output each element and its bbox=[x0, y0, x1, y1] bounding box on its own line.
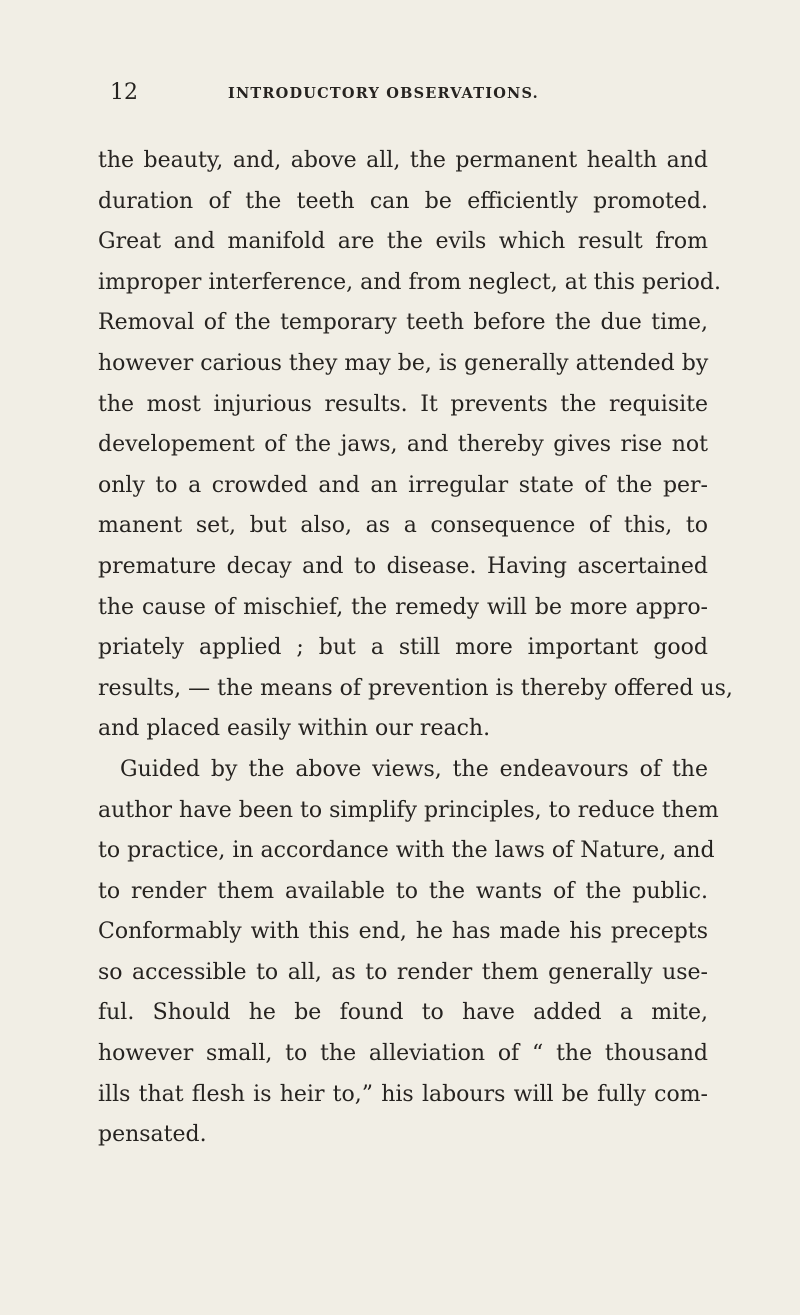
text-line: Removal of the temporary teeth before the due time, bbox=[98, 310, 708, 336]
text-line: author have been to simplify principles, to reduce them bbox=[98, 797, 719, 823]
running-head bbox=[110, 80, 670, 106]
text-line: priately applied ; but a still more important good bbox=[98, 635, 708, 661]
paragraph bbox=[98, 750, 719, 1156]
text-line: Guided by the above views, the endeavours of the bbox=[120, 756, 708, 782]
text-line: manent set, but also, as a consequence of this, to bbox=[98, 513, 708, 539]
text-line: improper interference, and from neglect, at this period. bbox=[98, 269, 721, 295]
text-line: the beauty, and, above all, the permanent health and bbox=[98, 148, 708, 173]
text-line: to render them available to the wants of the public. bbox=[98, 878, 708, 904]
page-number: 12 bbox=[110, 80, 138, 105]
text-line: to practice, in accordance with the laws of Nature, and bbox=[98, 838, 715, 864]
text-line: however carious they may be, is generally attended by bbox=[98, 350, 709, 376]
text-line: developement of the jaws, and thereby gives rise not bbox=[98, 432, 708, 458]
text-line: only to a crowded and an irregular state of the per- bbox=[98, 472, 708, 498]
body-text bbox=[98, 141, 733, 1156]
text-line: the cause of mischief, the remedy will be more appro- bbox=[98, 594, 708, 620]
text-line: and placed easily within our reach. bbox=[98, 716, 491, 742]
text-line: premature decay and to disease. Having ascertained bbox=[98, 553, 708, 579]
running-title: INTRODUCTORY OBSERVATIONS. bbox=[228, 85, 539, 102]
text-line: so accessible to all, as to render them generally use- bbox=[98, 959, 708, 985]
paragraph bbox=[98, 141, 733, 750]
text-line: duration of the teeth can be efficiently promoted. bbox=[98, 188, 708, 214]
text-line: Conformably with this end, he has made his precepts bbox=[98, 919, 708, 945]
text-line: however small, to the alleviation of “ the thousand bbox=[98, 1041, 708, 1067]
text-line: the most injurious results. It prevents the requisite bbox=[98, 391, 708, 417]
text-line: pensated. bbox=[98, 1122, 207, 1148]
text-line: results, — the means of prevention is thereby offered us, bbox=[98, 675, 733, 701]
text-line: ful. Should he be found to have added a mite, bbox=[98, 1000, 708, 1026]
text-line: ills that flesh is heir to,” his labours will be fully com- bbox=[98, 1081, 708, 1107]
text-line: Great and manifold are the evils which result from bbox=[98, 229, 708, 255]
